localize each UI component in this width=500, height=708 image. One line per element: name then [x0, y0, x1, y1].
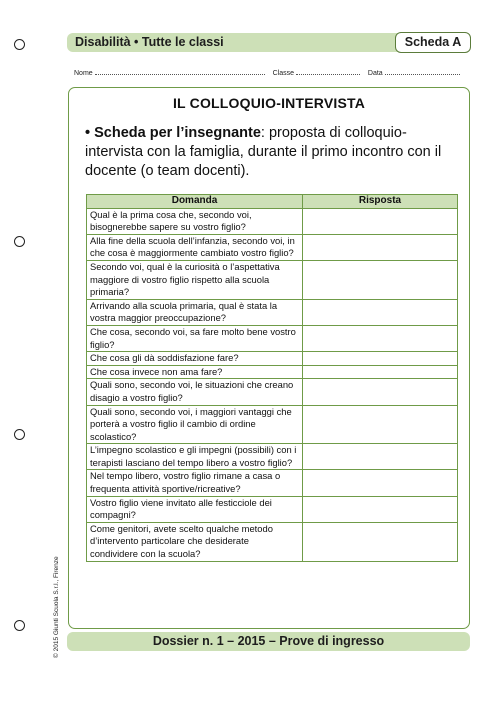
header-bar [67, 33, 470, 52]
question-cell: Alla fine della scuola dell’infanzia, secondo voi, in che cosa è maggiormente cambiato vostro figlio? [87, 234, 303, 260]
subtitle-bullet: • Scheda per l’insegnante [85, 125, 261, 141]
binder-hole-2 [14, 236, 25, 247]
col-answer: Risposta [303, 195, 458, 209]
answer-cell[interactable] [303, 405, 458, 444]
answer-cell[interactable] [303, 260, 458, 299]
class-label: Classe [272, 70, 294, 77]
answer-cell[interactable] [303, 325, 458, 351]
table-row [87, 444, 458, 470]
table-row [87, 405, 458, 444]
answer-cell[interactable] [303, 379, 458, 405]
question-cell: Che cosa, secondo voi, sa fare molto bene vostro figlio? [87, 325, 303, 351]
date-label: Data [367, 70, 383, 77]
question-cell: Arrivando alla scuola primaria, qual è stata la vostra maggior preoccupazione? [87, 299, 303, 325]
table-row [87, 365, 458, 379]
table-row [87, 299, 458, 325]
question-cell: Quali sono, secondo voi, i maggiori vantaggi che porterà a vostro figlio il cambio di ordine scolastico? [87, 405, 303, 444]
name-label: Nome [74, 70, 93, 77]
footer-bar: Dossier n. 1 – 2015 – Prove di ingresso [67, 632, 470, 651]
question-cell: Nel tempo libero, vostro figlio rimane a casa o frequenta attività sportive/ricreative? [87, 470, 303, 496]
question-cell: Che cosa invece non ama fare? [87, 365, 303, 379]
table-row [87, 496, 458, 522]
question-cell: Vostro figlio viene invitato alle festicciole dei compagni? [87, 496, 303, 522]
answer-cell[interactable] [303, 444, 458, 470]
student-fields [74, 68, 468, 77]
answer-cell[interactable] [303, 522, 458, 561]
content-frame [68, 87, 470, 629]
answer-cell[interactable] [303, 470, 458, 496]
question-cell: Quali sono, secondo voi, le situazioni che creano disagio a vostro figlio? [87, 379, 303, 405]
table-row [87, 260, 458, 299]
table-row [87, 234, 458, 260]
page-title: IL COLLOQUIO-INTERVISTA [172, 95, 366, 111]
answer-cell[interactable] [303, 299, 458, 325]
table-row [87, 352, 458, 366]
table-header-row [87, 195, 458, 209]
date-field[interactable] [385, 68, 460, 75]
answer-cell[interactable] [303, 352, 458, 366]
header-section: Disabilità • Tutte le classi [75, 35, 224, 49]
question-cell: Qual è la prima cosa che, secondo voi, bisognerebbe sapere su vostro figlio? [87, 208, 303, 234]
table-row [87, 208, 458, 234]
answer-cell[interactable] [303, 496, 458, 522]
question-cell: Secondo voi, qual è la curiosità o l’aspettativa maggiore di vostro figlio rispetto alla scuola primaria? [87, 260, 303, 299]
answer-cell[interactable] [303, 234, 458, 260]
answer-cell[interactable] [303, 365, 458, 379]
header-tag: Scheda A [395, 32, 471, 53]
col-question: Domanda [87, 195, 303, 209]
table-row [87, 470, 458, 496]
interview-table [86, 194, 458, 562]
table-row [87, 379, 458, 405]
binder-hole-1 [14, 39, 25, 50]
question-cell: Come genitori, avete scelto qualche metodo d’intervento particolare che desiderate condividere con la scuola? [87, 522, 303, 561]
copyright: © 2015 Giunti Scuola S.r.l., Firenze [53, 556, 60, 658]
question-cell: Che cosa gli dà soddisfazione fare? [87, 352, 303, 366]
binder-hole-3 [14, 429, 25, 440]
question-cell: L’impegno scolastico e gli impegni (possibili) con i terapisti lasciano del tempo libero a vostro figlio? [87, 444, 303, 470]
binder-hole-4 [14, 620, 25, 631]
answer-cell[interactable] [303, 208, 458, 234]
page-subtitle [85, 124, 457, 181]
table-row [87, 522, 458, 561]
table-row [87, 325, 458, 351]
name-field[interactable] [95, 68, 265, 75]
subtitle-text: : proposta di colloquio-intervista con la famiglia, durante il primo incontro con il docente (o team docenti). [85, 125, 442, 179]
class-field[interactable] [296, 68, 360, 75]
